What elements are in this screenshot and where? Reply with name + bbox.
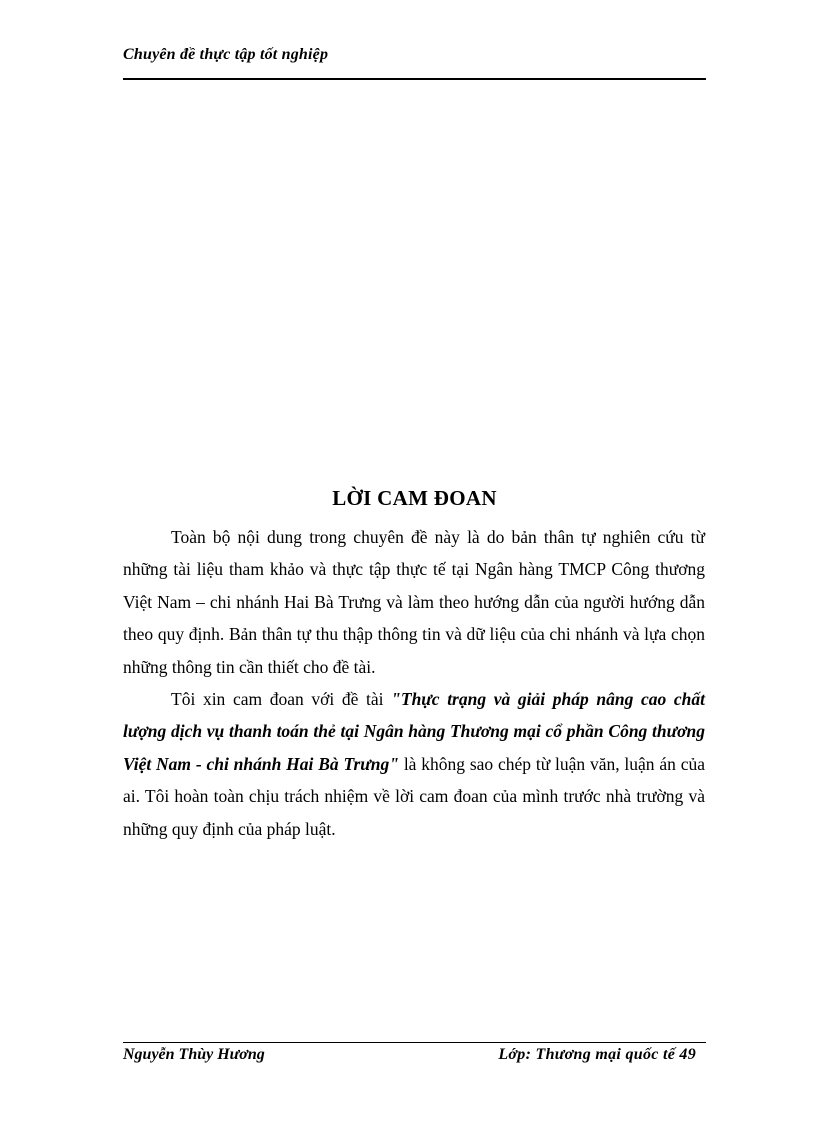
- footer-class: Lớp: Thương mại quốc tế 49: [498, 1046, 696, 1063]
- declaration-body: [123, 521, 705, 845]
- page-title: LỜI CAM ĐOAN: [332, 486, 497, 510]
- paragraph-2-rest: là không sao chép từ luận văn, luận án của ai. Tôi hoàn toàn chịu trách nhiệm về lời cam đoan của mình trước nhà trường và những quy định của pháp luật.: [123, 753, 705, 839]
- footer-author: Nguyễn Thùy Hương: [123, 1046, 265, 1063]
- footer-divider: [123, 1042, 706, 1043]
- header-divider: [123, 78, 706, 80]
- page-header: Chuyên đề thực tập tốt nghiệp: [123, 46, 329, 63]
- paragraph-2: [123, 683, 705, 845]
- thesis-topic: "Thực trạng và giải pháp nâng cao chất lượng dịch vụ thanh toán thẻ tại Ngân hàng Thương mại cổ phần Công thương Việt Nam - chi nhánh Hai Bà Trưng": [123, 689, 705, 774]
- paragraph-1: Toàn bộ nội dung trong chuyên đề này là do bản thân tự nghiên cứu từ những tài liệu tham khảo và thực tập thực tế tại Ngân hàng TMCP Công thương Việt Nam – chi nhánh Hai Bà Trưng và làm theo hướng dẫn của người hướng dẫn theo quy định. Bản thân tự thu thập thông tin và dữ liệu của chi nhánh và lựa chọn những thông tin cần thiết cho đề tài.: [123, 527, 705, 677]
- paragraph-2-intro: Tôi xin cam đoan với đề tài: [171, 689, 392, 710]
